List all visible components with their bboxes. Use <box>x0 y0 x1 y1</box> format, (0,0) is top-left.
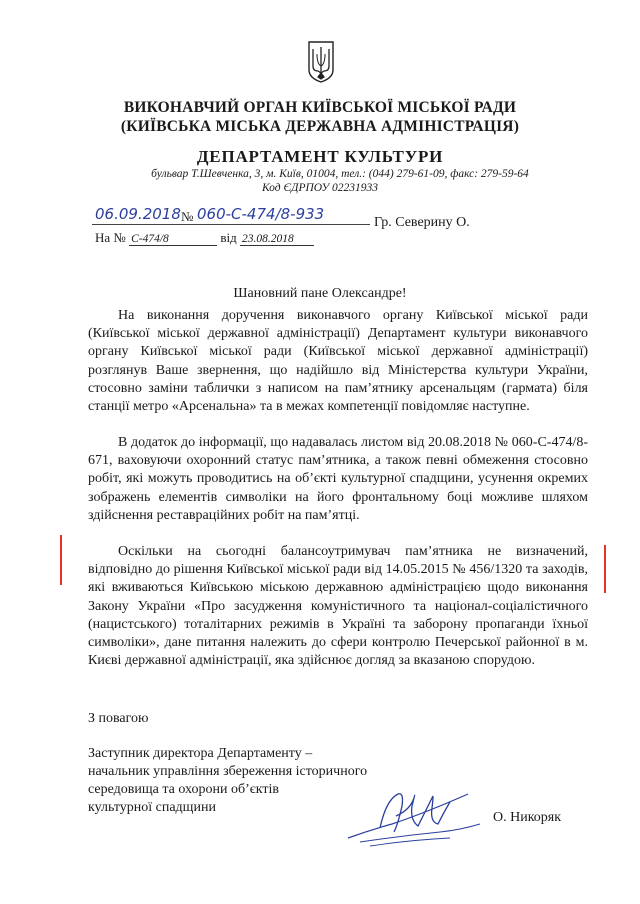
body-paragraph-3-text: Оскільки на сьогодні балансоутримувач пам’ятника не визначений, відповідно до рішення Київської міської ради від 14.05.2015 № 456/1320 та заходів, які вживаються Київською міською державною адміністрацією щодо виконання Закону України «Про засудження комуністичного та націонал-соціалістичного (нацистського) тоталітарних режимів в Україні та заборону пропаганди їхньої символіки», дане питання належить до сфери контролю Печерської районної в м. Києві державної адміністрації, яка здійснює догляд за вказаною спорудою. <box>88 544 588 669</box>
signer-position-line3: середовища та охорони об’єктів <box>88 782 279 797</box>
reference-date: 23.08.2018 <box>240 233 314 246</box>
body-paragraph-2-text: В додаток до інформації, що надавалась листом від 20.08.2018 № 060-С-474/8-671, ваховуючи охоронний статус пам’ятника, а також певні обмеження стосовно робіт, які можуть проводитись на об’єкті культурної спадщини, усунення окремих зображень елементів символіки на його фронтальному боці можливе шляхом здійснення реставраційних робіт на пам’ятці. <box>88 435 588 523</box>
reference-number: С-474/8 <box>129 233 217 246</box>
handwritten-signature <box>340 780 490 850</box>
org-name-line2: (КИЇВСЬКА МІСЬКА ДЕРЖАВНА АДМІНІСТРАЦІЯ) <box>120 118 520 135</box>
red-margin-mark-right <box>604 545 606 593</box>
org-name-line1: ВИКОНАВЧИЙ ОРГАН КИЇВСЬКОЇ МІСЬКОЇ РАДИ <box>123 99 517 116</box>
signer-position-line1: Заступник директора Департаменту – <box>88 746 313 761</box>
body-paragraph-3 <box>88 543 588 670</box>
red-margin-mark-left <box>60 535 62 585</box>
registration-number: 060-С-474/8-933 <box>197 205 325 223</box>
reference-row <box>95 230 314 246</box>
recipient: Гр. Северину О. <box>374 215 470 230</box>
reference-prefix: На № <box>95 230 126 245</box>
department-address: бульвар Т.Шевченка, 3, м. Київ, 01004, тел.: (044) 279-61-09, факс: 279-59-64 <box>151 168 529 180</box>
body-paragraph-1 <box>88 307 588 416</box>
registration-underline <box>92 224 370 225</box>
reference-from-label: від <box>220 230 237 245</box>
salutation: Шановний пане Олександре! <box>233 286 407 301</box>
registration-date: 06.09.2018 <box>95 205 181 223</box>
edrpou-code: Код ЄДРПОУ 02231933 <box>261 182 379 194</box>
signer-position-line2: начальник управління збереження історичного <box>88 764 368 779</box>
department-title: ДЕПАРТАМЕНТ КУЛЬТУРИ <box>196 147 444 166</box>
signer-position-line4: культурної спадщини <box>88 800 216 815</box>
body-paragraph-1-text: На виконання доручення виконавчого органу Київської міської ради (Київської міської державної адміністрації) Департамент культури виконавчого органу Київської міської ради (Київської міської державної адміністрації) розглянув Ваше звернення, що надійшло від Міністерства культури України, стосовно заміни таблички з написом на пам’ятнику арсенальцям (гармата) біля станції метро «Арсенальна» та в межах компетенції повідомляє наступне. <box>88 308 588 415</box>
closing-regards: З повагою <box>88 711 149 726</box>
registration-number-sign: № <box>181 209 194 224</box>
body-paragraph-2 <box>88 434 588 525</box>
trident-coat-of-arms-icon <box>307 40 335 84</box>
signer-name: О. Никоряк <box>493 810 562 825</box>
